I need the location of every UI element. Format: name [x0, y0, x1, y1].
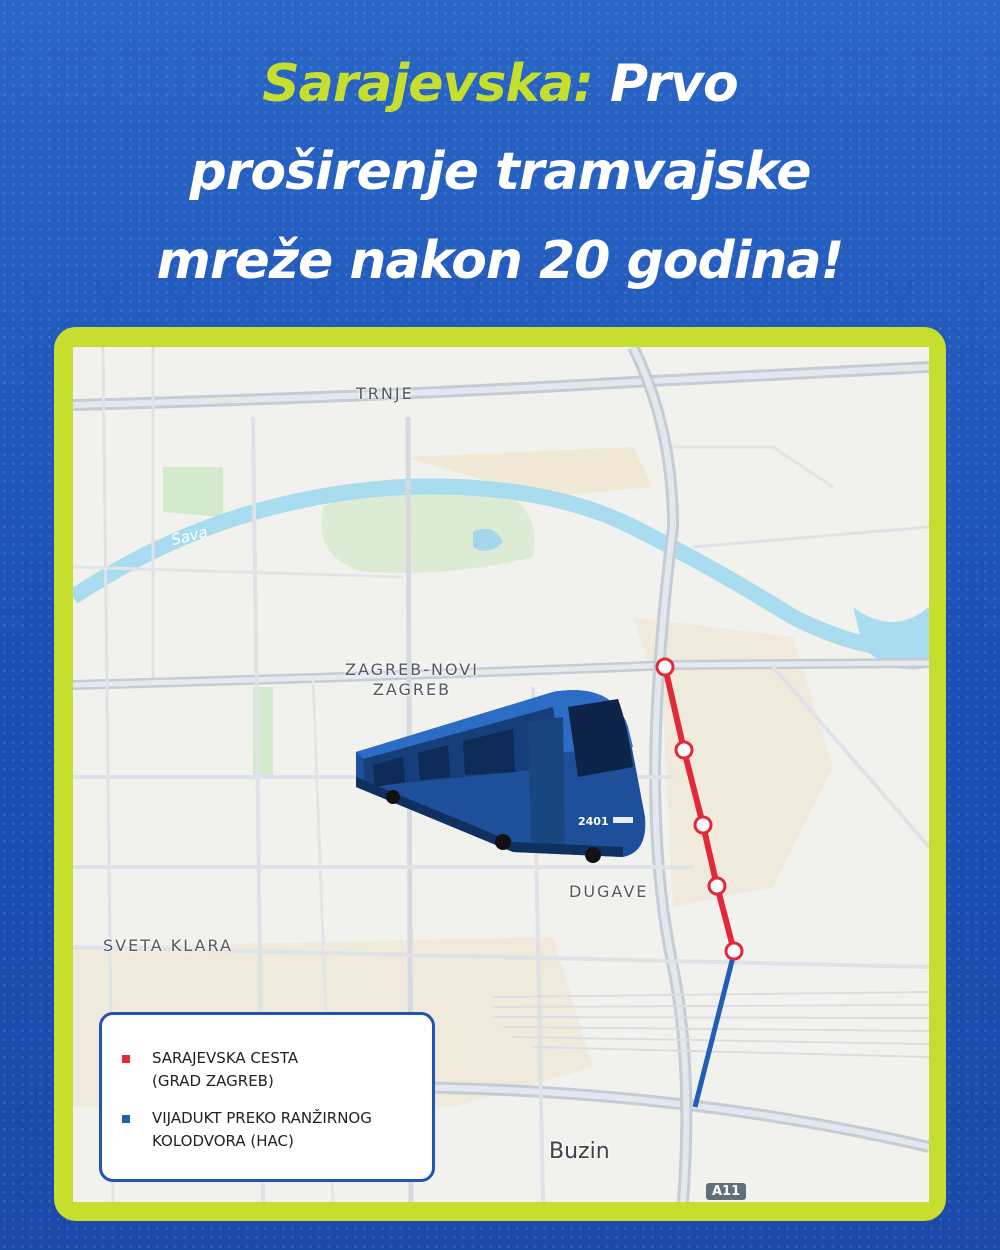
- legend-swatch-blue: [122, 1115, 130, 1123]
- tram-illustration: [356, 690, 645, 863]
- tram-stop: [657, 659, 673, 675]
- legend: [99, 1012, 435, 1182]
- river-label: Sava: [169, 522, 210, 550]
- place-sveta-klara: SVETA KLARA: [103, 936, 233, 955]
- headline: [0, 40, 1000, 305]
- legend-label-1a: SARAJEVSKA CESTA: [152, 1049, 299, 1067]
- headline-highlight: Sarajevska:: [262, 54, 593, 114]
- legend-label-2a: VIJADUKT PREKO RANŽIRNOG: [152, 1109, 372, 1127]
- road: [673, 447, 833, 487]
- headline-line-2: proširenje tramvajske: [189, 142, 811, 203]
- tram-stop: [726, 943, 742, 959]
- road: [693, 527, 929, 547]
- headline-line-3: mreže nakon 20 godina!: [156, 230, 844, 291]
- place-buzin: Buzin: [549, 1139, 610, 1164]
- tram-stop: [676, 742, 692, 758]
- legend-label-2b: KOLODVORA (HAC): [152, 1132, 294, 1150]
- place-dugave: DUGAVE: [569, 882, 649, 901]
- tram-stop: [709, 878, 725, 894]
- legend-label-1b: (GRAD ZAGREB): [152, 1072, 274, 1090]
- park-area: [163, 467, 223, 517]
- headline-line-1-rest: Prvo: [592, 54, 738, 114]
- legend-swatch-red: [122, 1055, 130, 1063]
- place-trnje: TRNJE: [356, 384, 414, 403]
- road-shield: A11: [706, 1183, 746, 1200]
- place-zagreb-novi-zagreb: ZAGREB-NOVI ZAGREB: [345, 660, 479, 699]
- headline-line-1: [0, 40, 1000, 128]
- tram-stop: [695, 817, 711, 833]
- tram-number: 2401: [578, 815, 609, 828]
